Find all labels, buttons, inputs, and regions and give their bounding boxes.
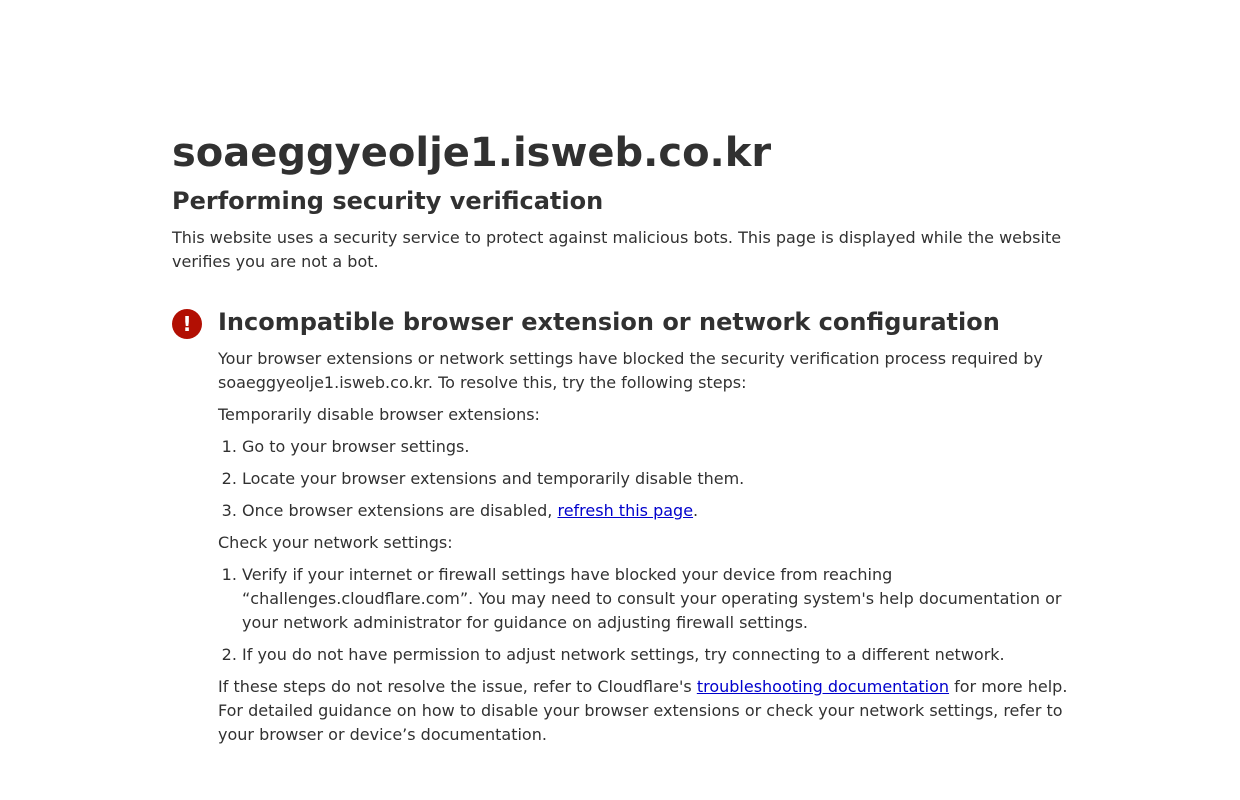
extension-steps-list [218,435,1072,523]
footer-prefix: If these steps do not resolve the issue, refer to Cloudflare's [218,677,697,696]
step-text: Once browser extensions are disabled, [242,501,558,520]
list-item [242,563,1072,635]
network-label: Check your network settings: [218,533,453,552]
list-item [242,643,1072,667]
exclamation-icon: ! [172,309,202,339]
extensions-label: Temporarily disable browser extensions: [218,405,540,424]
page-subtitle: Performing security verification [172,187,604,215]
step-text: If you do not have permission to adjust network settings, try connecting to a different network. [242,645,1005,664]
refresh-page-link[interactable]: refresh this page [557,501,694,520]
main-content [172,127,1072,747]
error-section [172,306,1072,747]
footer-suffix: for more help. For detailed guidance on how to disable your browser extensions or check your network settings, refer to your browser or device’s documentation. [218,677,1068,744]
step-text: Go to your browser settings. [242,437,470,456]
troubleshooting-documentation-link[interactable]: troubleshooting documentation [696,677,950,696]
list-item [242,499,1072,523]
error-heading: Incompatible browser extension or network configuration [218,308,1000,336]
footer-help-text [218,675,1072,747]
step-text: Verify if your internet or firewall settings have blocked your device from reaching “challenges.cloudflare.com”. You may need to consult your operating system's help documentation or your network administrator for guidance on adjusting firewall settings. [242,565,1062,632]
error-description: Your browser extensions or network settings have blocked the security verification process required by soaeggyeolje1.isweb.co.kr. To resolve this, try the following steps: [218,349,1043,392]
site-domain-title: soaeggyeolje1.isweb.co.kr [172,130,772,176]
list-item [242,435,1072,459]
network-steps-list [218,563,1072,667]
list-item [242,467,1072,491]
step-suffix: . [693,501,699,520]
step-text: Locate your browser extensions and temporarily disable them. [242,469,745,488]
intro-text: This website uses a security service to protect against malicious bots. This page is displayed while the website verifies you are not a bot. [172,228,1062,271]
